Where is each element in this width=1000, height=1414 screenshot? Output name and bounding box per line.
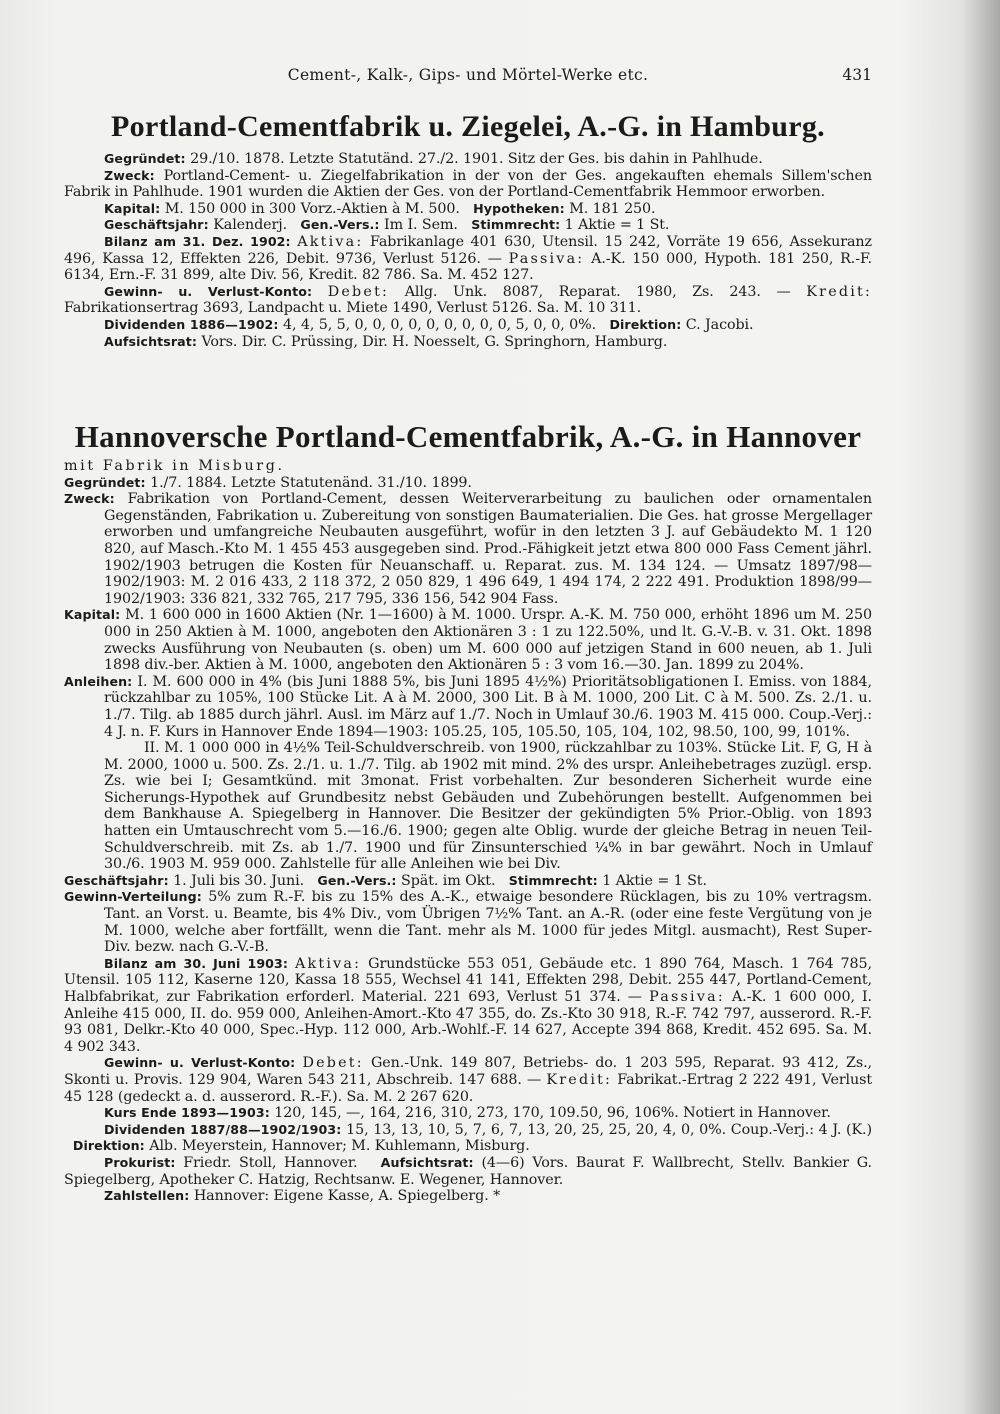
value: Portland-Cement- u. Ziegelfabrikation in der von der Ges. angekauften ehemals Sillem'schen Fabrik in Pahlhude. 1901 wurden die Aktien der Ges. von der Portland-Cementfabrik Hemmoor erworben. — [64, 167, 872, 201]
label: Zweck: — [64, 491, 115, 507]
entry2-dividenden — [64, 1122, 872, 1155]
label: Geschäftsjahr: — [64, 872, 169, 888]
label: Bilanz am 31. Dez. 1902: — [104, 233, 291, 249]
value: Friedr. Stoll, Hannover. — [183, 1154, 358, 1171]
value: Gen.-Unk. 149 807, Betriebs- do. 1 203 595, Reparat. 93 412, Zs., Skonti u. Provis. 129 904, Waren 543 211, Abschreib. 147 688. — — [64, 1055, 872, 1088]
value: Fabrikationsertrag 3693, Landpacht u. Miete 1490, Verlust 5126. Sa. M. 10 311. — [64, 300, 642, 317]
entry1-bilanz — [64, 234, 872, 284]
label: Dividenden 1886—1902: — [104, 316, 279, 332]
value: Allg. Unk. 8087, Reparat. 1980, Zs. 243. — — [404, 283, 791, 300]
value: (4—6) Vors. Baurat F. Wallbrecht, Stellv. Bankier G. Spiegelberg, Apotheker C. Hatzig, Rechtsanw. E. Wegener, Hannover. — [64, 1154, 872, 1188]
label: Gegründet: — [64, 474, 146, 490]
entry1-gegruendet — [64, 151, 872, 168]
entry1-geschaeftsjahr — [64, 217, 872, 234]
label: Kapital: — [104, 200, 161, 216]
label: Gewinn- u. Verlust-Konto: — [104, 1055, 296, 1071]
label: Prokurist: — [104, 1154, 176, 1170]
label: Debet: — [302, 1055, 364, 1072]
value: Alb. Meyerstein, Hannover; M. Kuhlemann, Misburg. — [149, 1138, 530, 1155]
page-number: 431 — [842, 66, 872, 84]
label: Zweck: — [104, 167, 155, 183]
label: Stimmrecht: — [508, 872, 598, 888]
entry2-anleihen — [64, 674, 872, 740]
label: Anleihen: — [64, 673, 133, 689]
label: Kredit: — [806, 283, 872, 300]
label: Stimmrecht: — [471, 217, 561, 233]
value: M. 1 600 000 in 1600 Aktien (Nr. 1—1600) à M. 1000. Urspr. A.-K. M. 750 000, erhöht 1896 um M. 250 000 in 250 Aktien à M. 1000, angeboten den Aktionären 3 : 1 zu 122.50%, und lt. G.-V.-B. v. 31. Okt. 1898 zwecks Ausführung von Neubauten (s. oben) um M. 600 000 auf jetzigen Stand in 600 neuen, ab 1. Juli 1898 div.-ber. Aktien à M. 1000, angeboten den Aktionären 5 : 3 vom 16.—30. Jan. 1899 zu 204%. — [104, 607, 872, 674]
entry2-kapital — [64, 607, 872, 673]
value: 1 Aktie = 1 St. — [564, 217, 670, 234]
value: 29./10. 1878. Letzte Statutänd. 27./2. 1901. Sitz der Ges. bis dahin in Pahlhude. — [190, 151, 763, 167]
label: Aktiva: — [297, 233, 364, 250]
label: Kredit: — [546, 1071, 613, 1088]
value: Fabrikanlage 401 630, Utensil. 15 242, Vorräte 19 656, Assekuranz 496, Kassa 12, Effekten 226, Debit. 9736, Verlust 5126. — — [64, 233, 872, 267]
value: 1. Juli bis 30. Juni. — [173, 872, 305, 889]
running-head-title: Cement-, Kalk-, Gips- und Mörtel-Werke etc. — [287, 66, 649, 84]
entry2-gegruendet — [64, 475, 872, 492]
value: 120, 145, —, 164, 216, 310, 273, 170, 109.50, 96, 106%. Notiert in Hannover. — [274, 1105, 831, 1122]
entry2-anleihen-ii: II. M. 1 000 000 in 4½% Teil-Schuldverschreib. von 1900, rückzahlbar zu 103%. Stücke Lit. F, G, H à M. 2000, 1000 u. 500. Zs. 2./1. u. 1./7. Tilg. ab 1902 mit mind. 2% des urspr. Anleihebetrages zuzügl. ersp. Zs. wie bei I; Gesamtkünd. mit 3monat. Frist vorbehalten. Zur besonderen Sicherheit wurde eine Sicherungs-Hypothek auf Grundbesitz nebst Gebäuden und Zubehörungen bestellt. Aufgenommen bei dem Bankhause A. Spiegelberg in Hannover. Die Besitzer der gekündigten 5% Prior.-Oblig. von 1893 hatten ein Umtauschrecht vom 5.—16./6. 1900; gegen alte Oblig. wurde der gleiche Betrag in neuen Teil-Schuldverschreib. mit Zs. ab 1./7. 1900 und für Zinsunterschied ¼% in bar gewährt. Noch in Umlauf 30./6. 1903 M. 959 000. Zahlstelle für alle Anleihen wie bei Div. — [104, 740, 872, 873]
entry1-kapital — [64, 201, 872, 218]
label: Debet: — [327, 283, 390, 300]
entry1-aufsichtsrat — [64, 334, 872, 351]
label: Aktiva: — [295, 955, 362, 972]
entry2-gewinnverteilung — [64, 889, 872, 955]
value: Kalenderj. — [213, 217, 288, 234]
value: A.-K. 150 000, Hypoth. 181 250, R.-F. 6134, Ern.-F. 31 899, alte Div. 56, Kredit. 82 786. Sa. M. 452 127. — [64, 250, 872, 284]
label: Hypotheken: — [473, 200, 565, 216]
value: 5% zum R.-F. bis zu 15% des A.-K., etwaige besondere Rücklagen, bis zu 10% vertragsm. Tant. an Vorst. u. Beamte, bis 4% Div., vom Übrigen 7½% Tant. an A.-R. (oder eine feste Vergütung von je M. 1000, welche aber fortfällt, wenn die Tant. mehr als M. 1000 für jedes Mitgl. ausmacht), Rest Super-Div. bezw. nach G.-V.-B. — [104, 889, 872, 956]
value: 1 Aktie = 1 St. — [602, 872, 707, 889]
value: 15, 13, 13, 10, 5, 7, 6, 7, 13, 20, 25, 25, 20, 4, 0, 0%. Coup.-Verj.: 4 J. (K.) — [346, 1121, 872, 1138]
entry2-geschaeftsjahr — [64, 873, 872, 890]
label: Kurs Ende 1893—1903: — [104, 1105, 270, 1121]
label: Direktion: — [609, 316, 682, 332]
value: Im I. Sem. — [384, 217, 458, 234]
entry2-subtitle: mit Fabrik in Misburg. — [64, 458, 285, 474]
entry1-title: Portland-Cementfabrik u. Ziegelei, A.-G. in Hamburg. — [111, 110, 825, 143]
entry2-prokurist — [64, 1155, 872, 1188]
label: Gen.-Vers.: — [300, 217, 380, 233]
value: 1./7. 1884. Letzte Statutenänd. 31./10. 1899. — [150, 474, 472, 491]
value: C. Jacobi. — [685, 316, 754, 333]
entry2-bilanz — [64, 956, 872, 1056]
entry1-zweck — [64, 168, 872, 201]
label: Direktion: — [72, 1138, 145, 1154]
entry2-zahlstellen — [64, 1188, 872, 1205]
label: Zahlstellen: — [104, 1188, 190, 1204]
value: Fabrikat.-Ertrag 2 222 491, Verlust 45 128 (gedeckt a. d. ausserord. R.-F.). Sa. M. 2 267 620. — [64, 1071, 873, 1105]
entry1-dividenden — [64, 317, 872, 334]
value: Vors. Dir. C. Prüssing, Dir. H. Noesselt, G. Springhorn, Hamburg. — [201, 333, 668, 350]
label: Bilanz am 30. Juni 1903: — [104, 955, 289, 971]
label: Aufsichtsrat: — [380, 1154, 474, 1170]
entry2-title: Hannoversche Portland-Cementfabrik, A.-G. in Hannover — [74, 419, 862, 454]
label: Gewinn- u. Verlust-Konto: — [104, 283, 313, 299]
value: A.-K. 1 600 000, I. Anleihe 415 000, II. do. 959 000, Anleihen-Amort.-Kto 47 355, do. Zs.-Kto 30 918, R.-F. 742 797, ausserord. R.-F. 93 081, Delkr.-Kto 40 000, Spec.-Hyp. 112 000, Arb.-Wohlf.-F. 14 627, Accepte 394 868, Kredit. 452 695. Sa. M. 4 902 343. — [64, 989, 872, 1055]
page-edge-shadow — [962, 0, 1000, 1414]
label: Gen.-Vers.: — [317, 872, 397, 888]
running-head — [64, 66, 872, 90]
value: M. 181 250. — [569, 200, 656, 217]
value: I. M. 600 000 in 4% (bis Juni 1888 5%, bis Juni 1895 4½%) Prioritätsobligationen I. Emiss. von 1884, rückzahlbar zu 105%, 100 Stücke Lit. A à M. 2000, 300 Lit. B à M. 1000, 200 Lit. C à M. 500. Zs. 2./1. u. 1./7. Tilg. ab 1885 durch jährl. Ausl. im März auf 1./7. Noch in Umlauf 30./6. 1903 M. 415 000. Coup.-Verj.: 4 J. n. F. Kurs in Hannover Ende 1894—1903: 105.25, 105, 105.50, 105, 104, 102, 98.50, 100, 99, 101%. — [104, 673, 872, 740]
value: Fabrikation von Portland-Cement, dessen Weiterverarbeitung zu baulichen oder ornamentalen Gegenständen, Fabrikation u. Zubereitung von sonstigen Baumaterialien. Die Ges. hat grosse Mergellager erworben und umfangreiche Neubauten ausgeführt, wofür in den letzten 3 J. auf Gebäudekto M. 1 120 820, auf Masch.-Kto M. 1 455 453 ausgegeben sind. Prod.-Fähigkeit jetzt etwa 800 000 Fass Cement jährl. 1902/1903 betrugen die Kosten für Neuanschaff. u. Reparat. zus. M. 134 124. — Umsatz 1897/98—1902/1903: M. 2 016 433, 2 118 372, 2 050 829, 1 496 649, 1 494 174, 2 222 491. Produktion 1898/99—1902/1903: 336 821, 332 765, 217 795, 336 156, 542 904 Fass. — [104, 491, 872, 607]
entry1-guv — [64, 284, 872, 317]
label: Kapital: — [64, 607, 121, 623]
entry2-guv — [64, 1055, 872, 1105]
value: Spät. im Okt. — [401, 872, 496, 889]
entry2-kurs — [64, 1105, 872, 1122]
value: M. 150 000 in 300 Vorz.-Aktien à M. 500. — [164, 200, 460, 217]
value: 4, 4, 5, 5, 0, 0, 0, 0, 0, 0, 0, 0, 0, 5, 0, 0, 0%. — [283, 316, 597, 333]
label: Aufsichtsrat: — [104, 333, 198, 349]
label: Passiva: — [649, 989, 725, 1005]
label: Gegründet: — [104, 151, 186, 166]
entry2-zweck — [64, 491, 872, 607]
label: Dividenden 1887/88—1902/1903: — [104, 1121, 342, 1137]
entry2-body — [64, 458, 872, 1205]
label: Passiva: — [508, 250, 585, 267]
label: Geschäftsjahr: — [104, 217, 209, 233]
entry1-body — [64, 151, 872, 350]
label: Gewinn-Verteilung: — [64, 889, 202, 905]
value: Grundstücke 553 051, Gebäude etc. 1 890 764, Masch. 1 764 785, Utensil. 105 112, Kaserne 120, Kassa 18 555, Wechsel 41 141, Effekten 298, Debit. 255 447, Portland-Cement, Halbfabrikat, zur Fabrikation erforderl. Material. 221 693, Verlust 51 374. — — [64, 955, 872, 1005]
value: Hannover: Eigene Kasse, A. Spiegelberg. * — [193, 1188, 501, 1205]
